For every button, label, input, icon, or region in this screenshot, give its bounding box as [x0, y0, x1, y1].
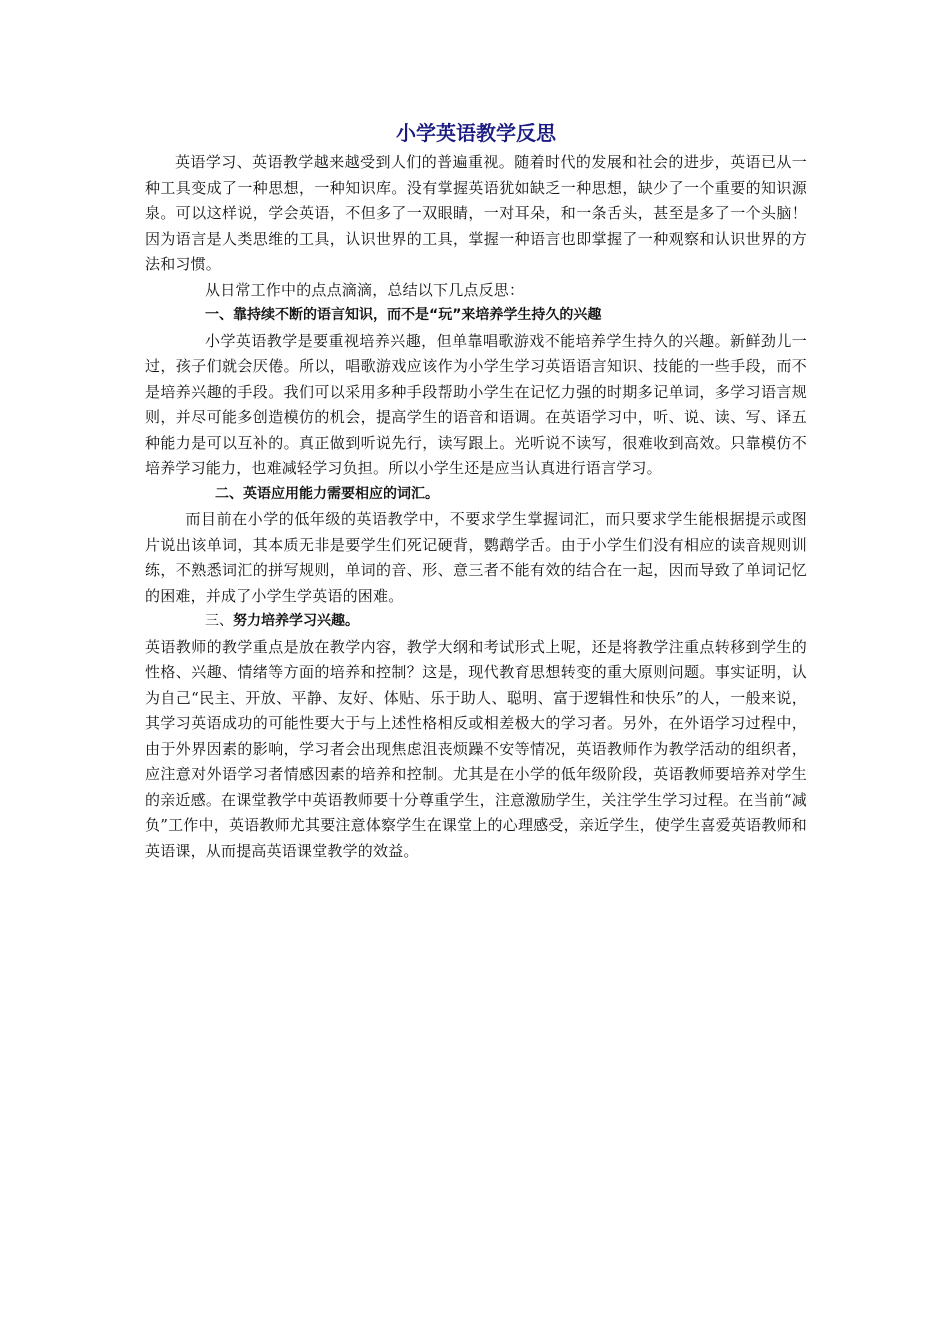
- document-title: 小学英语教学反思: [396, 121, 556, 145]
- section-1-body: 小学英语教学是要重视培养兴趣，但单靠唱歌游戏不能培养学生持久的兴趣。新鲜劲儿一过，孩子们就会厌倦。所以，唱歌游戏应该作为小学生学习英语语言知识、技能的一些手段，而不是培养兴趣的手段。我们可以采用多种手段帮助小学生在记忆力强的时期多记单词，多学习语言规则，并尽可能多创造模仿的机会，提高学生的语音和语调。在英语学习中，听、说、读、写、译五种能力是可以互补的。真正做到听说先行，读写跟上。光听说不读写，很难收到高效。只靠模仿不培养学习能力，也难减轻学习负担。所以小学生还是应当认真进行语言学习。: [145, 331, 807, 477]
- section-1-heading: 一、靠持续不断的语言知识，而不是“玩”来培养学生持久的兴趣: [205, 307, 602, 323]
- section-3-heading-number: 三、: [205, 613, 233, 629]
- document-page: [145, 116, 807, 864]
- section-3-heading-text: 努力培养学习兴趣。: [233, 613, 359, 629]
- summary-paragraph: 从日常工作中的点点滴滴，总结以下几点反思：: [205, 280, 525, 299]
- section-2-body: 而目前在小学的低年级的英语教学中，不要求学生掌握词汇，而只要求学生能根据提示或图片说出该单词，其本质无非是要学生们死记硬背，鹦鹉学舌。由于小学生们没有相应的读音规则训练，不熟悉词汇的拼写规则，单词的音、形、意三者不能有效的结合在一起，因而导致了单词记忆的困难，并成了小学生学英语的困难。: [145, 510, 807, 605]
- section-2-heading: 二、英语应用能力需要相应的词汇。: [215, 485, 439, 502]
- section-3-body: 英语教师的教学重点是放在教学内容，教学大纲和考试形式上呢，还是将教学注重点转移到学生的性格、兴趣、情绪等方面的培养和控制？这是，现代教育思想转变的重大原则问题。事实证明，认为自己“民主、开放、平静、友好、体贴、乐于助人、聪明、富于逻辑性和快乐”的人，一般来说，其学习英语成功的可能性要大于与上述性格相反或相差极大的学习者。另外，在外语学习过程中，由于外界因素的影响，学习者会出现焦虑沮丧烦躁不安等情况，英语教师作为教学活动的组织者，应注意对外语学习者情感因素的培养和控制。尤其是在小学的低年级阶段，英语教师要培养对学生的亲近感。在课堂教学中英语教师要十分尊重学生，注意激励学生，关注学生学习过程。在当前“减负”工作中，英语教师尤其要注意体察学生在课堂上的心理感受，亲近学生，使学生喜爱英语教师和英语课，从而提高英语课堂教学的效益。: [145, 637, 807, 860]
- section-3-heading: [145, 609, 807, 635]
- intro-paragraph: 英语学习、英语教学越来越受到人们的普遍重视。随着时代的发展和社会的进步，英语已从一种工具变成了一种思想，一种知识库。没有掌握英语犹如缺乏一种思想，缺少了一个重要的知识源泉。可以这样说，学会英语，不但多了一双眼睛，一对耳朵，和一条舌头，甚至是多了一个头脑！因为语言是人类思维的工具，认识世界的工具，掌握一种语言也即掌握了一种观察和认识世界的方法和习惯。: [145, 153, 807, 273]
